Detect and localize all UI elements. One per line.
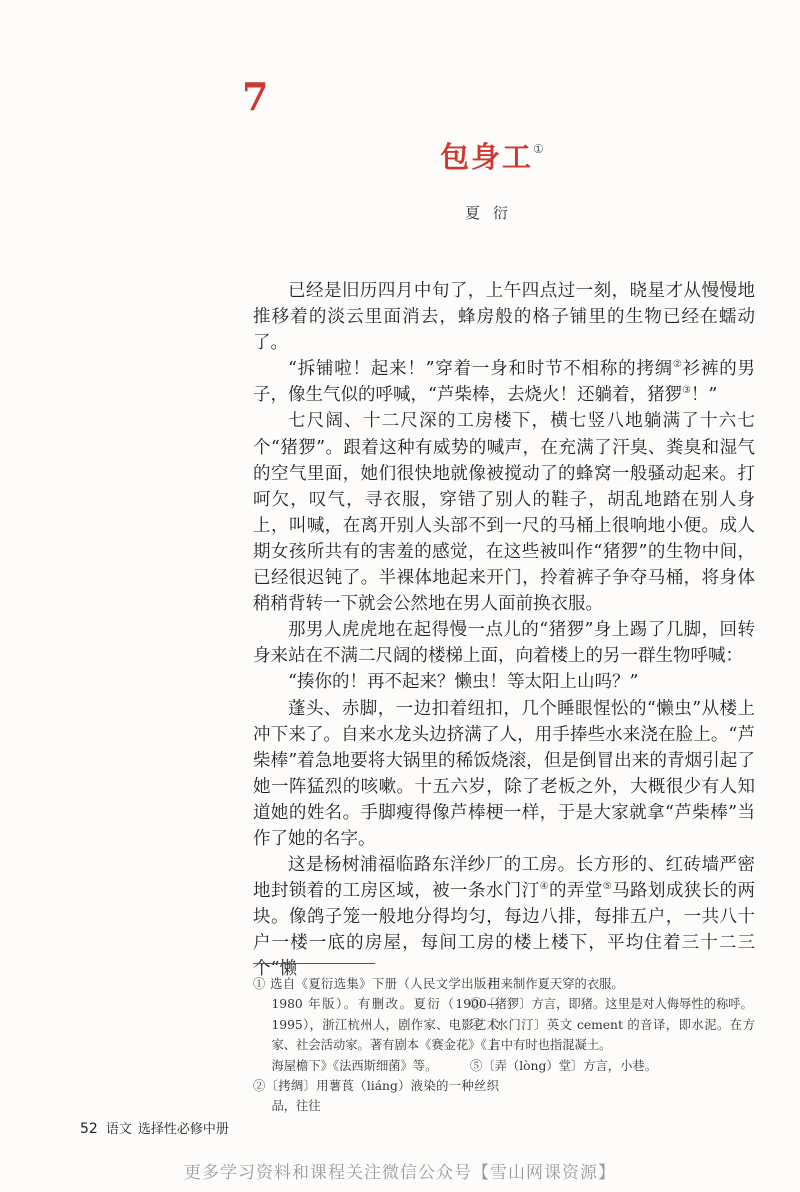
footnote-4: ④〔水门汀〕英文 cement 的音译，即水泥。在方言中有时也指混凝土。 xyxy=(470,1017,755,1053)
footnote-marker-4: ④ xyxy=(539,881,549,893)
footer-book-title: 选择性必修中册 xyxy=(137,1122,229,1137)
page-footer xyxy=(80,1118,229,1137)
watermark-text: 更多学习资料和课程关注微信公众号【雪山网课资源】 xyxy=(184,1163,616,1183)
footnotes-left-column xyxy=(253,974,499,1117)
lesson-number: 7 xyxy=(242,74,269,119)
article-body xyxy=(253,278,755,983)
paragraph-2 xyxy=(253,356,755,408)
paragraph-4: 那男人虎虎地在起得慢一点儿的“猪猡”身上踢了几脚，回转身来站在不满二尺阔的楼梯上面，向着楼上的另一群生物呼喊： xyxy=(253,620,755,667)
author-name: 夏衍 xyxy=(465,204,522,222)
paragraph-5: “揍你的！再不起来？懒虫！等太阳上山吗？” xyxy=(288,672,639,693)
paragraph-6: 蓬头、赤脚，一边扣着纽扣，几个睡眼惺忪的“懒虫”从楼上冲下来了。自来水龙头边挤满了人，用手捧些水来浇在脸上。“芦柴棒”着急地要将大锅里的稀饭烧滚，但是倒冒出来的青烟引起了她一阵猛烈的咳嗽。十五六岁，除了老板之外，大概很少有人知道她的姓名。手脚瘦得像芦棒梗一样，于是大家就拿“芦柴棒”当作了她的名字。 xyxy=(253,698,755,849)
lesson-title xyxy=(440,140,546,175)
footnote-5: ⑤〔弄（lòng）堂〕方言，小巷。 xyxy=(470,1058,657,1073)
footnote-2-continued: 用来制作夏天穿的衣服。 xyxy=(488,977,624,991)
paragraph-7-part-a: 这是杨树浦福临路东洋纱厂的工房。长方形的、红砖墙严密地封锁着的工房区域，被一条水门汀 xyxy=(253,855,755,902)
footnote-2: ②〔拷绸〕用薯莨（liáng）液染的一种丝织品，往往 xyxy=(253,1079,499,1114)
footnotes-right-column xyxy=(470,974,755,1076)
paragraph-7-part-b: 的弄堂 xyxy=(549,881,603,902)
footnote-marker-2: ② xyxy=(672,359,683,371)
footnote-marker-5: ⑤ xyxy=(602,881,613,893)
footer-subject: 语文 xyxy=(105,1122,132,1137)
footnote-1: ① 选自《夏衍选集》下册（人民文学出版社 1980 年版）。有删改。夏衍（1900—1995），浙江杭州人，剧作家、电影艺术家、社会活动家。著有剧本《赛金花》《上海屋檐下》《法西斯细菌》等。 xyxy=(253,977,499,1073)
title-footnote-marker: ① xyxy=(533,142,546,156)
page-number: 52 xyxy=(80,1121,98,1137)
paragraph-3: 七尺阔、十二尺深的工房楼下，横七竖八地躺满了十六七个“猪猡”。跟着这种有威势的喊声，在充满了汗臭、粪臭和湿气的空气里面，她们很快地就像被搅动了的蜂窝一般骚动起来。打呵欠，叹气，寻衣服，穿错了别人的鞋子，胡乱地踏在别人身上，叫喊，在离开别人头部不到一尺的马桶上很响地小便。成人期女孩所共有的害羞的感觉，在这些被叫作“猪猡”的生物中间，已经很迟钝了。半裸体地起来开门，拎着裤子争夺马桶，将身体稍稍背转一下就会公然地在男人面前换衣服。 xyxy=(253,411,755,615)
paragraph-2-part-c: ！” xyxy=(690,385,718,406)
footnote-divider xyxy=(253,963,375,964)
footnote-marker-3: ③ xyxy=(681,385,691,397)
paragraph-1: 已经是旧历四月中旬了，上午四点过一刻，晓星才从慢慢地推移着的淡云里面消去，蜂房般的格子铺里的生物已经在蠕动了。 xyxy=(253,281,755,354)
lesson-title-text: 包身工 xyxy=(440,140,534,174)
paragraph-7-part-c: 马路划成狭长的两块。像鸽子笼一般地分得均匀，每边八排，每排五户，一共八十户一楼一底的房屋，每间工房的楼上楼下，平均住着三十二三个“懒 xyxy=(253,881,756,980)
footnote-3: ③〔猪猡〕方言，即猪。这里是对人侮辱性的称呼。 xyxy=(470,997,753,1012)
paragraph-2-part-b: 衫裤的男子，像生气似的呼喊，“芦柴棒，去烧火！还躺着，猪猡 xyxy=(253,359,755,406)
paragraph-2-part-a: “拆铺啦！起来！”穿着一身和时节不相称的拷绸 xyxy=(288,359,673,380)
